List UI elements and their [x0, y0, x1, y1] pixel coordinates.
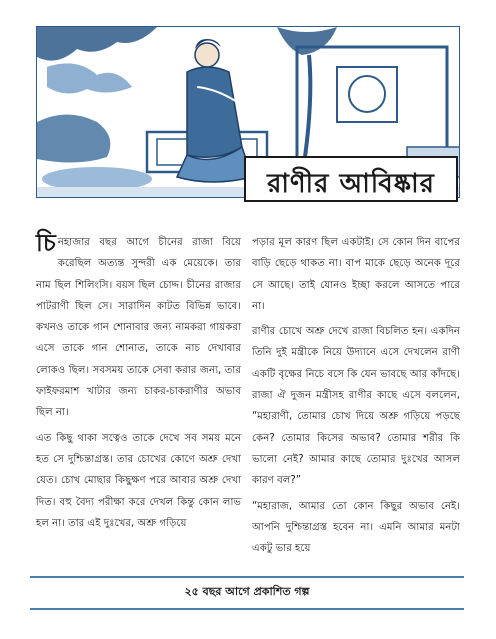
- footer-rule-bottom: [30, 608, 464, 610]
- paragraph: পড়ার মূল কারণ ছিল একটাই। সে কোন দিন বাপের বাড়ি ছেড়ে থাকত না। বাপ মাকে ছেড়ে অনেক দূরে সে আছে। তাই যোনও ইচ্ছা করলে আসতে পারে না।: [252, 237, 460, 312]
- right-column: [252, 232, 460, 559]
- story-title: রাণীর আবিষ্কার: [267, 169, 435, 199]
- left-column: [36, 229, 241, 534]
- paragraph: চিনহাজার বছর আগে চীনের রাজা বিয়ে করেছিল অত্যন্ত সুন্দরী এক মেয়েকে। তার নাম ছিল শিলিংসি। বয়স ছিল চোদ্দ। চীনের রাজার পাটরাণী ছিল সে। সারাদিন কাটত বিভিন্ন ভাবে। কখনও তাকে গান শোনাবার জন্য নামকরা গায়করা এসে তাকে গান শোনাত, তাকে নাচ দেখাবার লোকও ছিল। সবসময় তাকে সেবা করার জন্য, তার ফাইফরমাশ খাটার জন্য চাকর-চাকরাণীর অভাব ছিল না।: [36, 229, 241, 419]
- footer-rule-top: [30, 576, 464, 578]
- footer-caption: ২৫ বছর আগে প্রকাশিত গল্প: [184, 585, 310, 598]
- paragraph: এত কিছু থাকা সত্বেও তাকে দেখে সব সময় মনে হত সে দুশ্চিন্তাগ্রস্ত। তার চোখের কোণে অশ্রু দেখা যেত। চোখ মোছার কিছুক্ষণ পরে আবার অশ্রু দেখা দিত। বহু বৈদ্য পরীক্ষা করে দেখল কিন্তু কোন লাভ হল না। তার এই দুঃখের, অশ্রু গড়িয়ে: [36, 432, 241, 529]
- title-box: [244, 156, 458, 202]
- paragraph: রাণীর চোখে অশ্রু দেখে রাজা বিচলিত হন। একদিন তিনি দুই মন্ত্রীকে নিয়ে উদ্যানে এসে দেখলেন রাণী একটি বৃক্ষের নিচে বসে কি যেন ভাবছে আর কাঁদছে। রাজা ঐ দুজন মন্ত্রীসহ রাণীর কাছে এসে বললেন, “মহারাণী, তোমার চোখ দিয়ে অশ্রু গড়িয়ে পড়ছে কেন? তোমার কিসের অভাব? তোমার শরীর কি ভালো নেই? আমার কাছে তোমার দুঃখের আসল কারণ বল?”: [252, 326, 460, 487]
- paragraph: “মহারাজ, আমার তো কোন কিছুর অভাব নেই। আপনি দুশ্চিন্তাগ্রস্ত হবেন না। এমনি আমার মনটা একটু ভার হয়ে: [252, 500, 460, 555]
